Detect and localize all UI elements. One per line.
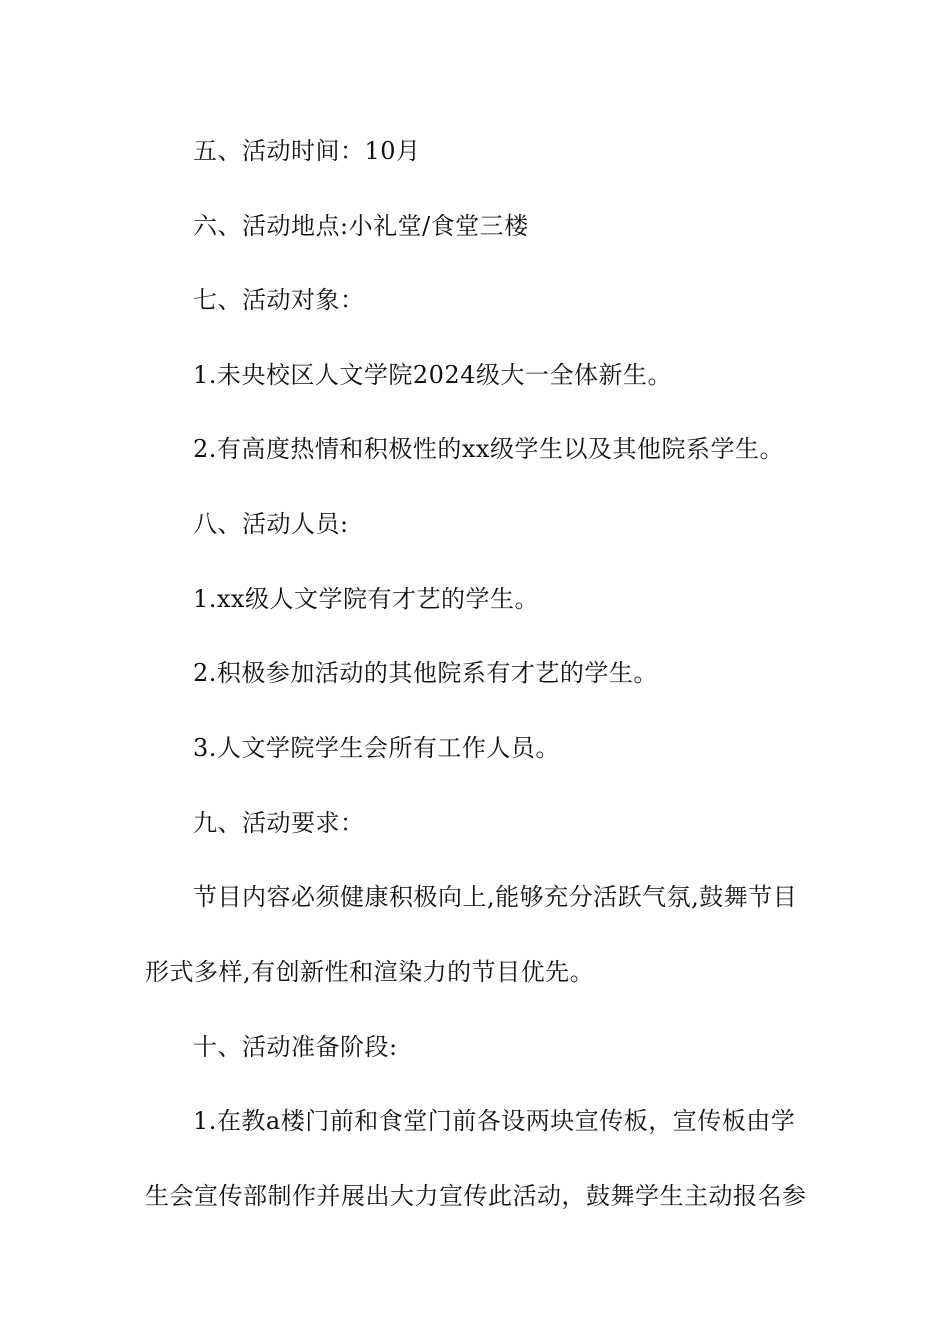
preparation-item-1-line-1: 1.在教a楼门前和食堂门前各设两块宣传板，宣传板由学 xyxy=(193,1107,796,1135)
personnel-item-2: 2.积极参加活动的其他院系有才艺的学生。 xyxy=(193,659,658,687)
preparation-item-1-line-2: 生会宣传部制作并展出大力宣传此活动，鼓舞学生主动报名参 xyxy=(145,1182,807,1210)
requirements-paragraph-line-2: 形式多样,有创新性和渲染力的节目优先。 xyxy=(145,958,595,986)
section-heading-requirements: 九、活动要求： xyxy=(193,809,365,837)
audience-item-1: 1.未央校区人文学院2024级大一全体新生。 xyxy=(193,361,672,389)
requirements-paragraph-line-1: 节目内容必须健康积极向上,能够充分活跃气氛,鼓舞节目 xyxy=(193,883,798,911)
audience-item-2: 2.有高度热情和积极性的xx级学生以及其他院系学生。 xyxy=(193,435,784,463)
personnel-item-3: 3.人文学院学生会所有工作人员。 xyxy=(193,734,560,762)
personnel-item-1: 1.xx级人文学院有才艺的学生。 xyxy=(193,585,539,613)
section-heading-location: 六、活动地点:小礼堂/食堂三楼 xyxy=(193,212,529,240)
section-heading-personnel: 八、活动人员: xyxy=(193,510,349,538)
section-heading-audience: 七、活动对象： xyxy=(193,286,365,314)
section-heading-time: 五、活动时间：10月 xyxy=(193,137,421,165)
section-heading-preparation: 十、活动准备阶段: xyxy=(193,1033,398,1061)
